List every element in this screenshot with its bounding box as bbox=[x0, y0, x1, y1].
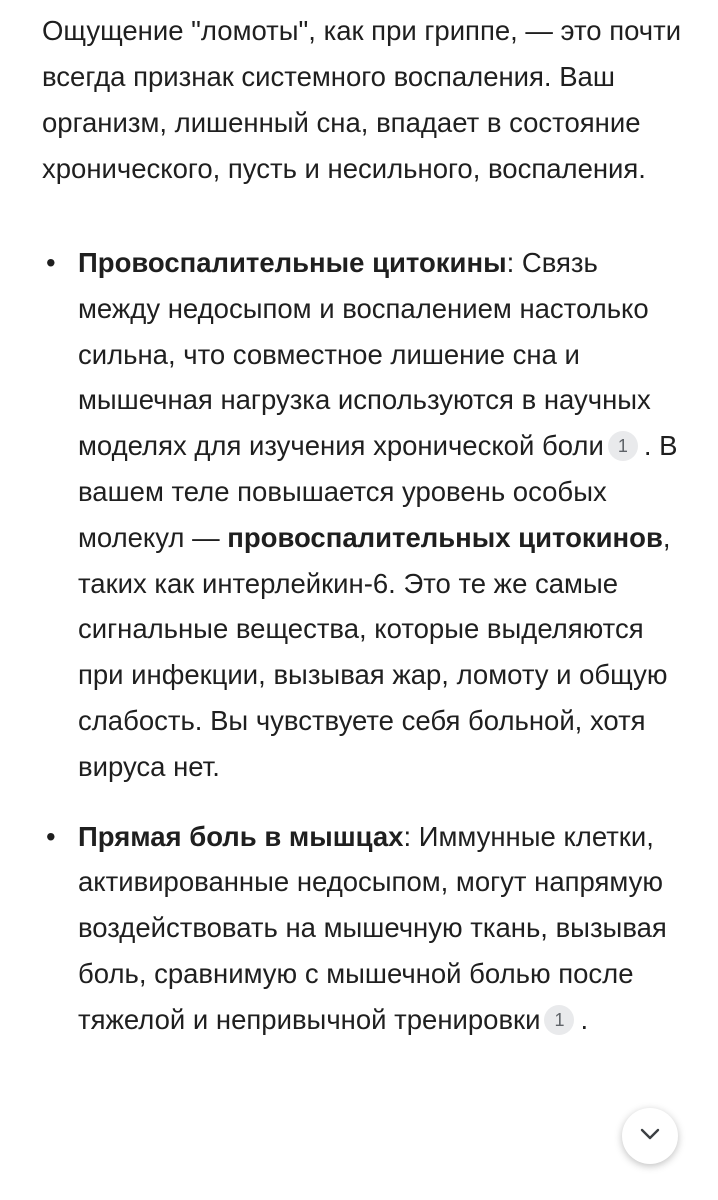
title-colon: : bbox=[506, 247, 515, 278]
bullet-marker: • bbox=[46, 247, 56, 278]
citation-chip[interactable]: 1 bbox=[608, 431, 638, 461]
item-title: Прямая боль в мышцах bbox=[78, 820, 404, 852]
item-text: . bbox=[580, 1003, 589, 1035]
citation-chip[interactable]: 1 bbox=[544, 1005, 574, 1035]
bold-term: провоспалительных цитокинов bbox=[227, 521, 663, 553]
item-text: . В вашем теле повышается уровень особых молекул — bbox=[78, 430, 678, 553]
intro-paragraph: Ощущение "ломоты", как при гриппе, — это почти всегда признак системного воспаления. Ваш организм, лишенный сна, впадает в состояние хронического, пусть и несильного, воспаления. bbox=[42, 15, 682, 184]
bullet-marker: • bbox=[46, 820, 56, 852]
item-title: Провоспалительные цитокины bbox=[78, 247, 507, 278]
list-item bbox=[42, 240, 682, 790]
message-content bbox=[42, 0, 682, 1043]
list-item bbox=[42, 814, 682, 1043]
bottom-fade bbox=[0, 1190, 718, 1200]
bullet-list bbox=[42, 240, 682, 1043]
item-text: Связь между недосыпом и воспалением настолько сильна, что совместное лишение сна и мышечная нагрузка используются в научных моделях для изучения хронической боли bbox=[78, 247, 651, 462]
scroll-to-bottom-button[interactable] bbox=[622, 1108, 678, 1164]
chevron-down-icon bbox=[639, 1127, 661, 1146]
title-colon: : bbox=[403, 820, 412, 852]
item-text: Иммунные клетки, активированные недосыпом, могут напрямую воздействовать на мышечную ткань, вызывая боль, сравнимую с мышечной болью после тяжелой и непривычной тренировки bbox=[78, 820, 667, 1035]
item-text: , таких как интерлейкин-6. Это те же самые сигнальные вещества, которые выделяются при инфекции, вызывая жар, ломоту и общую слабость. Вы чувствуете себя больной, хотя вируса нет. bbox=[78, 521, 671, 782]
